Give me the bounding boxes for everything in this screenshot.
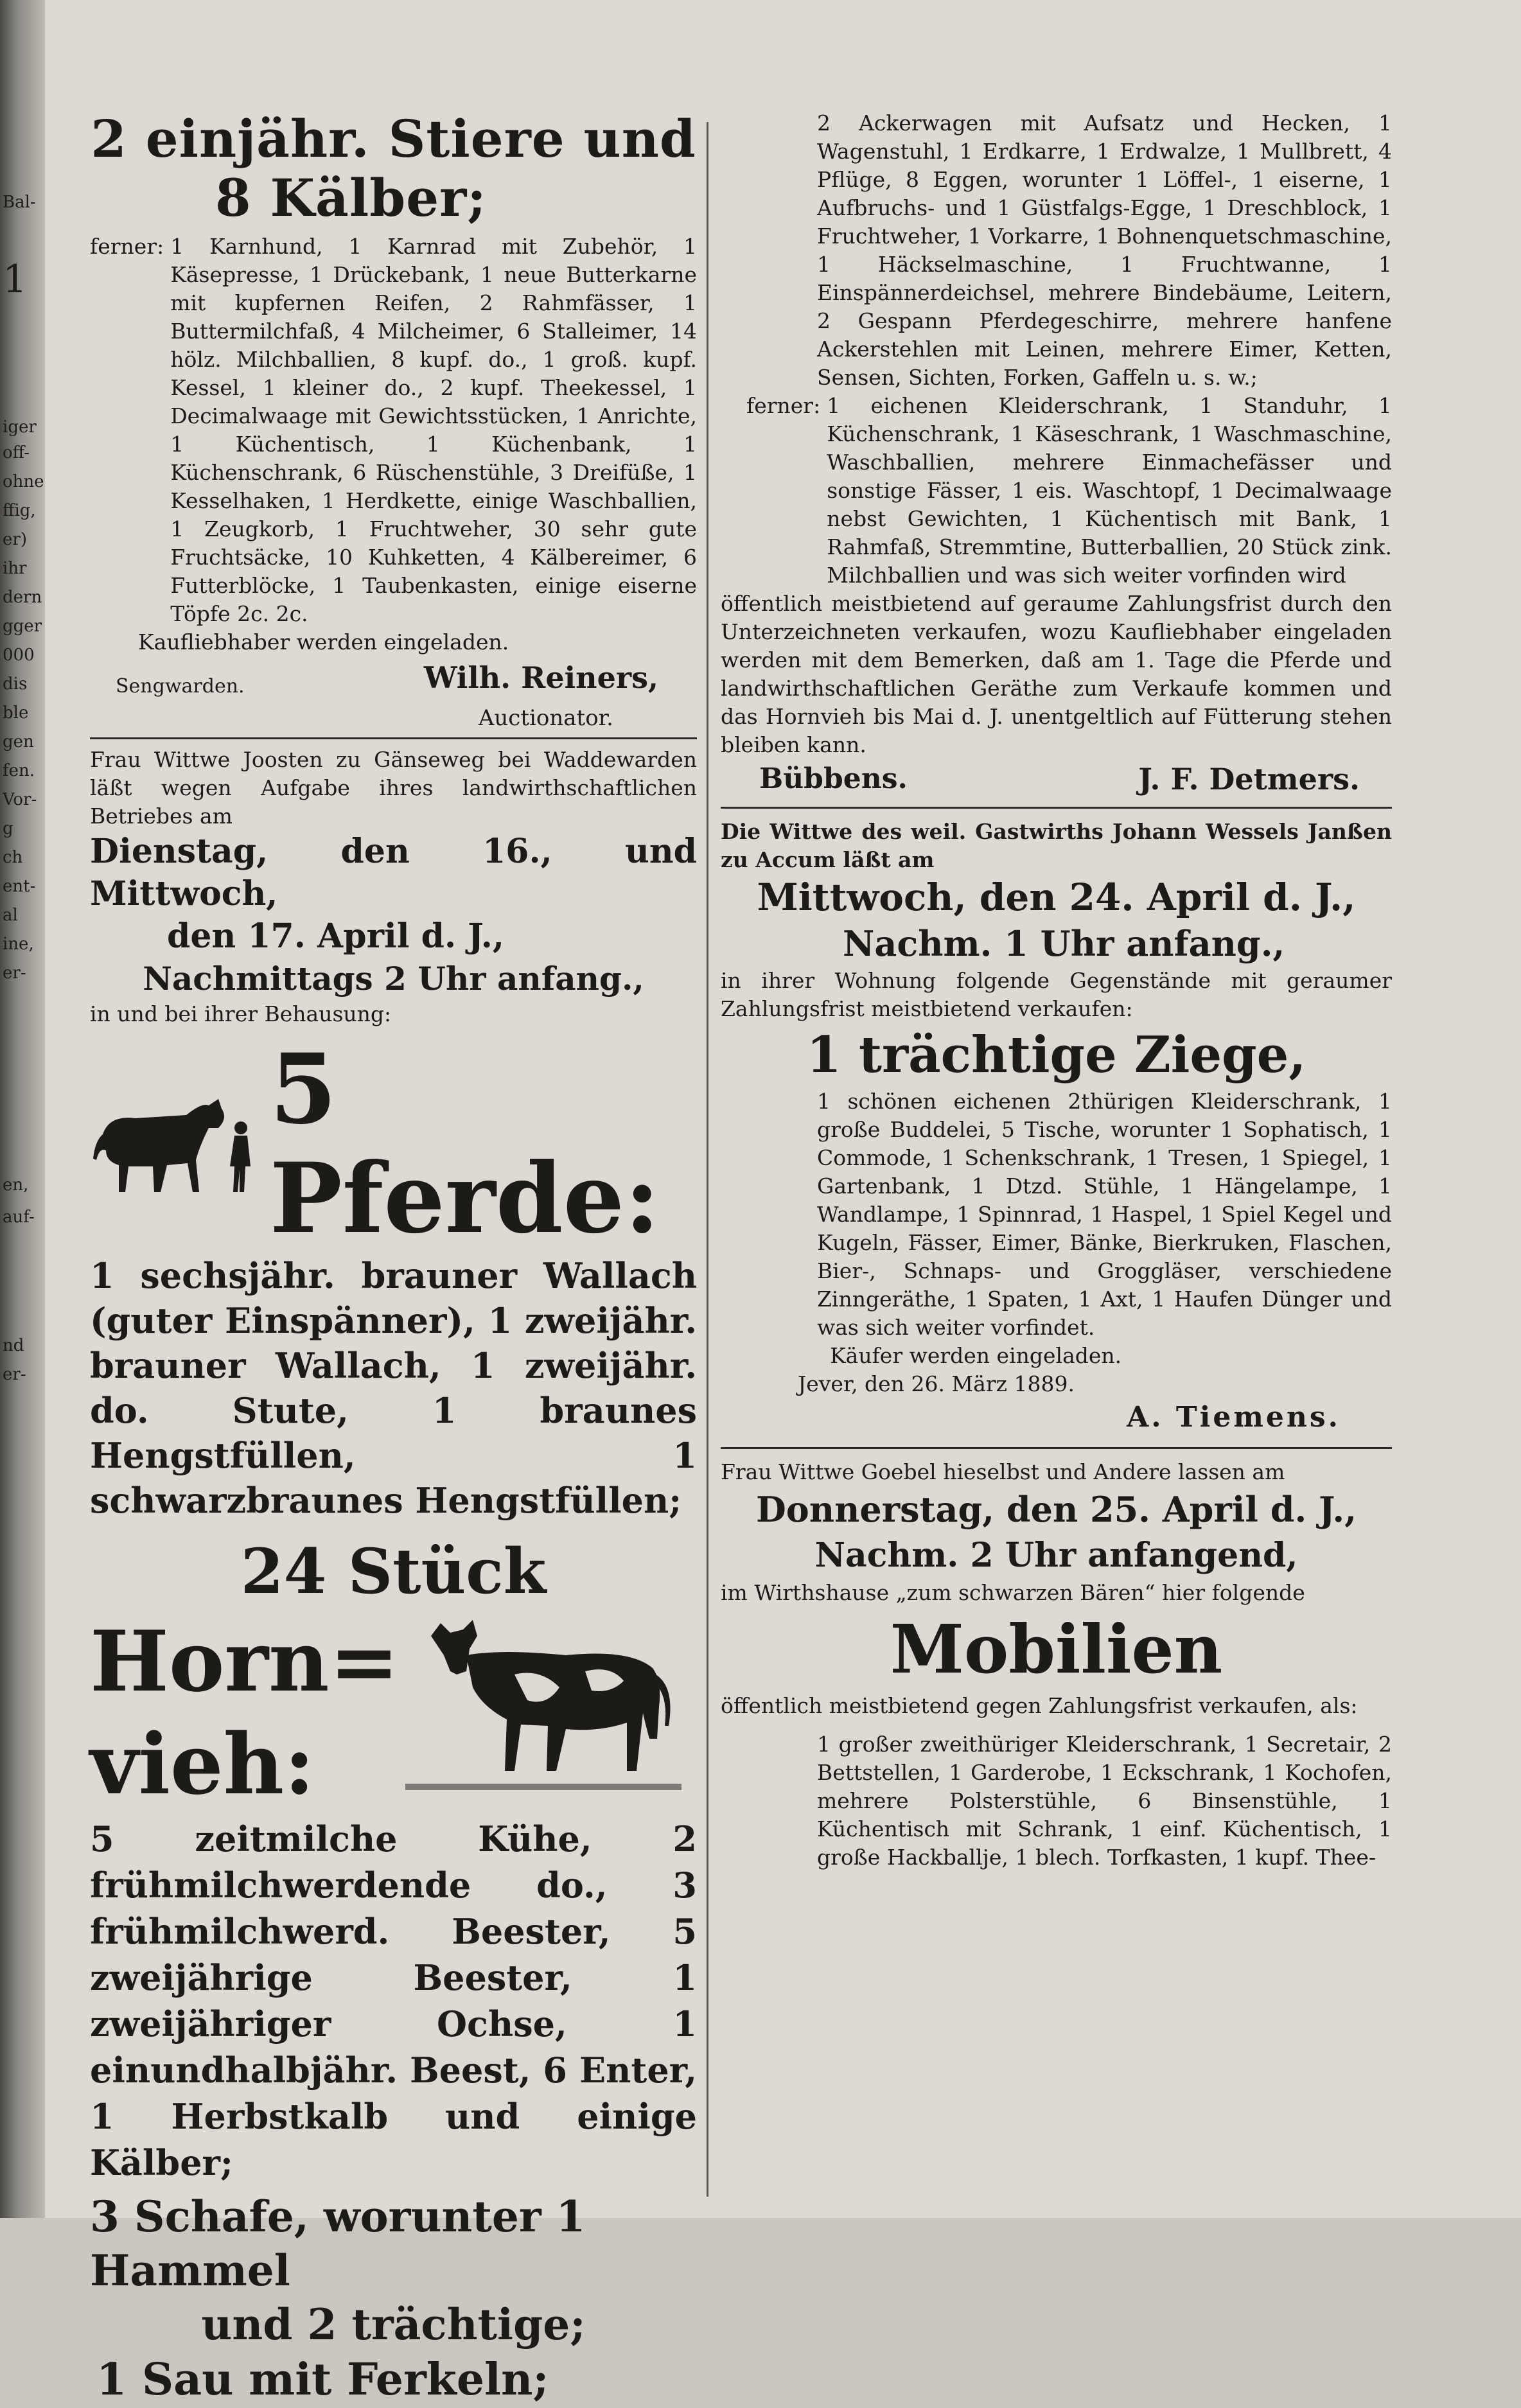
ad-closing: Kaufliebhaber werden eingeladen. — [138, 629, 509, 655]
gutter-fragment: dern — [3, 588, 42, 607]
ad-dateline: Jever, den 26. März 1889. — [798, 1371, 1075, 1396]
gutter-fragment: off- — [3, 443, 30, 462]
auction-date-line-2: den 17. April d. J., — [167, 917, 504, 956]
gutter-fragment: er- — [3, 963, 26, 983]
gutter-fragment: ihr — [3, 559, 27, 578]
ad-lead: öffentlich meistbietend gegen Zahlungsfrist verkaufen, als: — [721, 1693, 1358, 1718]
ad-intro: Frau Wittwe Goebel hieselbst und Andere lassen am — [721, 1459, 1285, 1484]
place-name: Bübbens. — [759, 762, 908, 795]
auction-time: Nachmittags 2 Uhr anfang., — [143, 960, 644, 997]
ad-closing: öffentlich meistbietend auf geraume Zahlungsfrist durch den Unterzeichneten verkaufen, wozu Kaufliebhaber eingeladen werden mit dem Bemerken, daß am 1. Tage die Pferde und landwirthschaftlichen Geräthe zum Verkaufe kommen und das Hornvieh bis Mai d. J. unentgeltlich auf Fütterung stehen bleiben kann. — [721, 591, 1392, 757]
gutter-fragment: en, — [3, 1175, 29, 1195]
ad-goebel-auction — [721, 1458, 1392, 1872]
horses-heading: 5 Pferde: — [270, 1033, 660, 1255]
auction-time: Nachm. 1 Uhr anfang., — [843, 923, 1285, 964]
auction-date-line-1: Dienstag, den 16., und Mittwoch, — [90, 832, 697, 913]
ad-sengwarden-auction — [90, 109, 697, 732]
gutter-fragment: fen. — [3, 761, 35, 780]
gutter-fragment: ent- — [3, 877, 36, 896]
section-rule — [90, 737, 697, 739]
section-rule — [721, 807, 1392, 809]
gutter-fragment: 1 — [3, 257, 28, 302]
right-column — [721, 109, 1392, 1872]
gutter-fragment: Vor- — [3, 790, 37, 809]
signer-name: A. Tiemens. — [1127, 1401, 1341, 1434]
cattle-list: 5 zeitmilche Kühe, 2 frühmilchwerdende do., 3 frühmilchwerd. Beester, 5 zweijährige Beester, 1 zweijähriger Ochse, 1 einundhalbjähr. Beest, 6 Enter, 1 Herbstkalb und einige Kälber; — [90, 1818, 697, 2183]
gutter-fragment: nd — [3, 1336, 24, 1355]
hornvieh-heading-block — [90, 1610, 697, 1816]
hornvieh-word-1: Horn= — [90, 1612, 400, 1710]
column-divider — [707, 122, 708, 2197]
ad-headline-second-line: 8 Kälber; — [215, 168, 487, 228]
gutter-fragment: dis — [3, 674, 28, 694]
ad-intro: Frau Wittwe Joosten zu Gänseweg bei Waddewarden läßt wegen Aufgabe ihres landwirthschaftlichen Betriebes am — [90, 747, 697, 829]
items-text: 1 Karnhund, 1 Karnrad mit Zubehör, 1 Käsepresse, 1 Drückebank, 1 neue Butterkarne mit kupfernen Reifen, 2 Rahmfässer, 1 Buttermilchfaß, 4 Milcheimer, 6 Stalleimer, 14 hölz. Milchballien, 8 kupf. do., 1 groß. kupf. Kessel, 1 kleiner do., 2 kupf. Theekessel, 1 Decimalwaage mit Gewichtsstücken, 1 Anrichte, 1 Küchentisch, 1 Küchenbank, 1 Küchenschrank, 6 Rüschenstühle, 3 Dreifüße, 1 Kesselhaken, 1 Herdkette, einige Waschballien, 1 Zeugkorb, 1 Fruchtweher, 30 sehr gute Fruchtsäcke, 10 Kuhketten, 4 Kälbereimer, 6 Futterblöcke, 1 Taubenkasten, einige eiserne Töpfe 2c. 2c. — [170, 234, 697, 626]
ferner-label: ferner: — [746, 393, 821, 418]
cattle-count: 24 Stück — [240, 1535, 547, 1608]
ad-intro: Die Wittwe des weil. Gastwirths Johann Wessels Janßen zu Accum läßt am — [721, 819, 1392, 872]
ferner-block — [721, 392, 1392, 590]
ad-signature — [721, 762, 1392, 796]
sheep-line-2: und 2 trächtige; — [201, 2299, 586, 2350]
ferner-label: ferner: — [90, 234, 164, 259]
ad-headline: 2 einjähr. Stiere und — [91, 109, 696, 169]
auction-date: Mittwoch, den 24. April d. J., — [757, 875, 1356, 919]
gutter-fragment: al — [3, 906, 18, 925]
ad-joosten-auction — [90, 746, 697, 2408]
ad-joosten-continued — [721, 109, 1392, 796]
newspaper-page — [45, 0, 1521, 2405]
ad-signature — [90, 660, 697, 704]
ad-headline: 1 trächtige Ziege, — [806, 1026, 1306, 1084]
gutter-fragment: ble — [3, 703, 29, 723]
ad-items — [90, 233, 697, 628]
hornvieh-words — [90, 1610, 399, 1816]
gutter-fragment: ohne — [3, 472, 44, 491]
gutter-fragment: auf- — [3, 1208, 35, 1227]
ad-janssen-accum — [721, 818, 1392, 1437]
gutter-fragment: ffig, — [3, 501, 36, 520]
gutter-fragment: gger — [3, 617, 42, 636]
gutter-fragment: g — [3, 819, 13, 838]
sheep-line-1: 3 Schafe, worunter 1 Hammel — [90, 2192, 586, 2296]
items-text: 1 schönen eichenen 2thürigen Kleiderschrank, 1 große Buddelei, 5 Tische, worunter 1 Sophatisch, 1 Commode, 1 Schenkschrank, 1 Tresen, 1 Spiegel, 1 Gartenbank, 1 Dtzd. Stühle, 1 Hängelampe, 1 Wandlampe, 1 Spinnrad, 1 Haspel, 1 Spiel Kegel und Kugeln, Fässer, Eimer, Bänke, Bierkruken, Flaschen, Bier-, Schnaps- und Groggläser, verschiedene Zinngeräthe, 1 Spaten, 1 Axt, 1 Haufen Dünger und was sich weiter vorfindet. — [817, 1089, 1392, 1340]
section-rule — [721, 1447, 1392, 1449]
gutter-fragment: ch — [3, 848, 23, 867]
gutter-fragment: er) — [3, 530, 27, 549]
hornvieh-word-2: vieh: — [90, 1715, 315, 1813]
gutter-fragment: gen — [3, 732, 34, 751]
horse-with-groom-illustration — [90, 1089, 263, 1199]
ferner-items: 1 eichenen Kleiderschrank, 1 Standuhr, 1 Küchenschrank, 1 Käseschrank, 1 Waschmaschine, Waschballien, mehrere Einmachefässer und sonstige Fässer, 1 eis. Waschtopf, 1 Decimalwaage nebst Gewichten, 1 Küchentisch mit Bank, 1 Rahmfaß, Stremmtine, Butterballien, 20 Stück zink. Milchballien und was sich weiter vorfinden wird — [827, 393, 1392, 588]
auction-location: in und bei ihrer Behausung: — [90, 1001, 392, 1026]
gutter-fragment: iger — [3, 417, 37, 437]
signer-name: Wilh. Reiners, — [423, 660, 658, 695]
auction-location: im Wirthshause „zum schwarzen Bären“ hier folgende — [721, 1580, 1305, 1605]
signer-name: J. F. Detmers. — [1138, 762, 1360, 796]
auction-location: in ihrer Wohnung folgende Gegenstände mit geraumer Zahlungsfrist meistbietend verkaufen: — [721, 968, 1392, 1021]
items-text: 1 großer zweithüriger Kleiderschrank, 1 Secretair, 2 Bettstellen, 1 Garderobe, 1 Eckschrank, 1 Kochofen, mehrere Polsterstühle, 6 Binsenstühle, 1 Küchentisch mit Schrank, 1 einf. Küchentisch, 1 große Hackballje, 1 blech. Torfkasten, 1 kupf. Thee- — [817, 1732, 1392, 1870]
ad-headline: Mobilien — [890, 1610, 1223, 1689]
place-name: Sengwarden. — [116, 675, 245, 698]
left-column — [90, 109, 697, 2408]
book-gutter-edge — [0, 0, 45, 2218]
gutter-fragment: ine, — [3, 935, 34, 954]
ad-closing: Käufer werden eingeladen. — [830, 1343, 1122, 1368]
cow-illustration — [405, 1610, 681, 1816]
auction-date: Donnerstag, den 25. April d. J., — [755, 1489, 1357, 1530]
gutter-fragment: 000 — [3, 646, 35, 665]
horses-heading-row — [90, 1035, 697, 1253]
gutter-fragment: Bal- — [3, 193, 36, 212]
equipment-list: 2 Ackerwagen mit Aufsatz und Hecken, 1 Wagenstuhl, 1 Erdkarre, 1 Erdwalze, 1 Mullbrett, 4 Pflüge, 8 Eggen, worunter 1 Löffel-, 1 eiserne, 1 Aufbruchs- und 1 Güstfalgs-Egge, 1 Dreschblock, 1 Fruchtweher, 1 Vorkarre, 1 Bohnenquetschmaschine, 1 Häckselmaschine, 1 Fruchtwanne, 1 Einspännerdeichsel, mehrere Bindebäume, Leitern, 2 Gespann Pferdegeschirre, mehrere hanfene Ackerstehlen mit Leinen, mehrere Eimer, Ketten, Sensen, Sichten, Forken, Gaffeln u. s. w.; — [817, 110, 1392, 390]
gutter-fragment: er- — [3, 1365, 26, 1384]
sow-line: 1 Sau mit Ferkeln; — [96, 2354, 549, 2405]
signer-title: Auctionator. — [478, 705, 613, 731]
auction-time: Nachm. 2 Uhr anfangend, — [814, 1536, 1298, 1575]
horses-list: 1 sechsjähr. brauner Wallach (guter Einspänner), 1 zweijähr. brauner Wallach, 1 zweijähr. do. Stute, 1 braunes Hengstfüllen, 1 schwarzbraunes Hengstfüllen; — [90, 1255, 697, 1521]
